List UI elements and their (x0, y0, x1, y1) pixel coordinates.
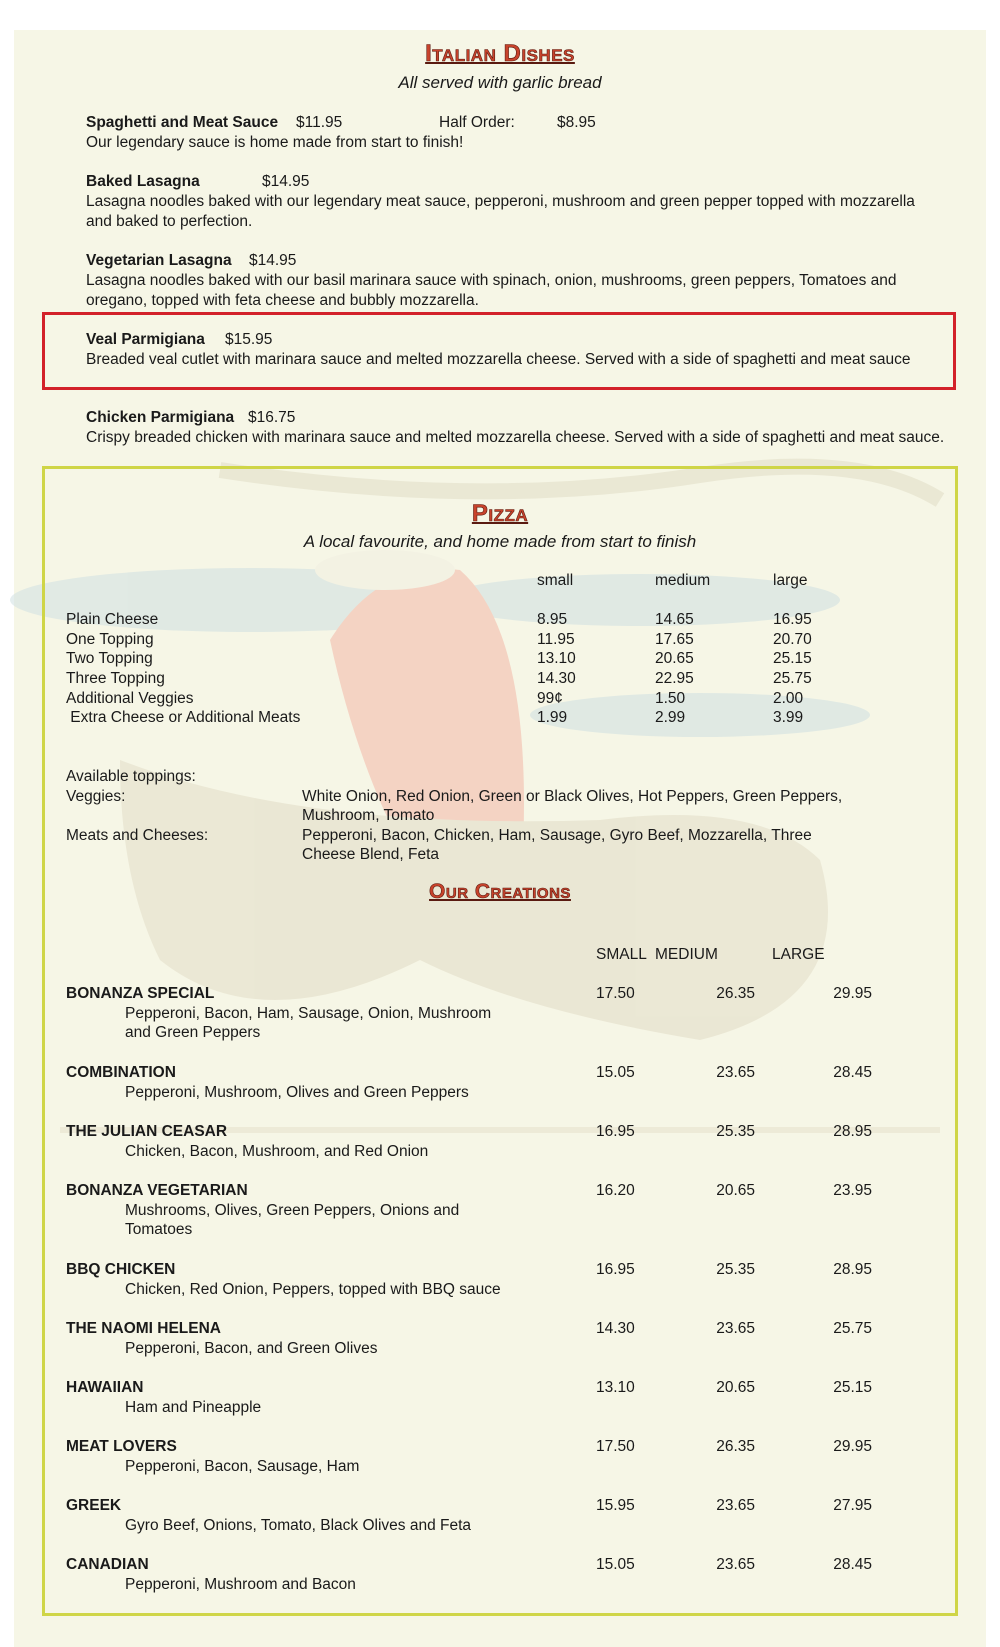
size-header-medium: MEDIUM (655, 946, 718, 963)
pizza-row-name: Extra Cheese or Additional Meats (66, 709, 301, 726)
creation-name: THE NAOMI HELENA (66, 1320, 221, 1337)
creation-price-small: 16.95 (596, 1123, 635, 1140)
creation-name: GREEK (66, 1497, 122, 1514)
pizza-price-large: 20.70 (773, 631, 812, 648)
creation-price-small: 16.20 (596, 1182, 635, 1199)
half-order-price: $8.95 (557, 114, 596, 131)
creation-desc-cont: Tomatoes (125, 1221, 193, 1238)
pizza-price-large: 16.95 (773, 611, 812, 628)
meats-list: Pepperoni, Bacon, Chicken, Ham, Sausage, Gyro Beef, Mozzarella, Three (302, 827, 812, 844)
pizza-price-large: 2.00 (773, 690, 804, 707)
dish-name: Spaghetti and Meat Sauce (86, 114, 279, 131)
dish-description: Lasagna noodles baked with our basil marinara sauce with spinach, onion, mushrooms, green peppers, Tomatoes and oregano, topped with feta cheese and bubbly mozzarella. (86, 272, 897, 309)
creation-price-medium: 26.35 (716, 1438, 755, 1455)
meats-label: Meats and Cheeses: (66, 827, 209, 844)
dish-name: Baked Lasagna (86, 173, 200, 190)
creation-price-small: 17.50 (596, 1438, 635, 1455)
creation-price-small: 13.10 (596, 1379, 635, 1396)
dish-name: Vegetarian Lasagna (86, 252, 232, 269)
creation-name: MEAT LOVERS (66, 1438, 177, 1455)
pizza-row-name: Additional Veggies (66, 690, 194, 707)
size-header-small: small (537, 572, 574, 589)
italian-title: Italian Dishes (425, 40, 575, 67)
pizza-subtitle: A local favourite, and home made from start to finish (303, 532, 697, 551)
veggies-list: White Onion, Red Onion, Green or Black Olives, Hot Peppers, Green Peppers, (302, 788, 843, 805)
pizza-price-small: 11.95 (537, 631, 575, 648)
creation-price-medium: 25.35 (716, 1261, 755, 1278)
creation-price-small: 15.05 (596, 1556, 635, 1573)
creation-price-large: 27.95 (833, 1497, 872, 1514)
size-header-large: large (773, 572, 808, 589)
pizza-row-name: Two Topping (66, 650, 153, 667)
dish-price: $16.75 (248, 409, 296, 426)
creation-name: BBQ CHICKEN (66, 1261, 176, 1278)
dish-description: Our legendary sauce is home made from start to finish! (86, 134, 464, 151)
toppings-label: Available toppings: (66, 768, 196, 785)
pizza-price-large: 25.15 (773, 650, 812, 667)
creation-desc: Pepperoni, Mushroom, Olives and Green Peppers (125, 1084, 469, 1101)
pizza-price-large: 25.75 (773, 670, 812, 687)
creation-price-medium: 23.65 (716, 1556, 755, 1573)
pizza-row-name: Three Topping (66, 670, 165, 687)
half-order-label: Half Order: (439, 114, 515, 131)
creation-price-large: 28.95 (833, 1123, 872, 1140)
creation-name: COMBINATION (66, 1064, 176, 1081)
pizza-price-small: 8.95 (537, 611, 568, 628)
size-header-large: LARGE (772, 946, 825, 963)
creation-desc: Gyro Beef, Onions, Tomato, Black Olives and Feta (125, 1517, 472, 1534)
pizza-price-small: 1.99 (537, 709, 568, 726)
dish-name: Chicken Parmigiana (86, 409, 235, 426)
size-header-medium: medium (655, 572, 711, 589)
creation-price-large: 29.95 (833, 985, 872, 1002)
creation-price-small: 15.05 (596, 1064, 635, 1081)
creation-price-large: 28.45 (833, 1064, 872, 1081)
creation-desc: Pepperoni, Bacon, Ham, Sausage, Onion, Mushroom (125, 1005, 492, 1022)
creation-name: THE JULIAN CEASAR (66, 1123, 228, 1140)
creation-price-small: 16.95 (596, 1261, 635, 1278)
pizza-price-medium: 14.65 (655, 611, 694, 628)
dish-price: $11.95 (296, 114, 343, 131)
creation-desc: Chicken, Bacon, Mushroom, and Red Onion (125, 1143, 429, 1160)
pizza-row-name: One Topping (66, 631, 154, 648)
dish-price: $15.95 (225, 331, 273, 348)
creation-desc: Pepperoni, Mushroom and Bacon (125, 1576, 356, 1593)
pizza-price-large: 3.99 (773, 709, 804, 726)
pizza-price-medium: 1.50 (655, 690, 686, 707)
creation-price-small: 17.50 (596, 985, 635, 1002)
creation-price-medium: 20.65 (716, 1182, 755, 1199)
creation-price-medium: 23.65 (716, 1320, 755, 1337)
dish-price: $14.95 (249, 252, 297, 269)
creation-name: BONANZA VEGETARIAN (66, 1182, 248, 1199)
creation-name: BONANZA SPECIAL (66, 985, 215, 1002)
italian-subtitle: All served with garlic bread (398, 73, 602, 92)
creation-name: CANADIAN (66, 1556, 149, 1573)
creations-title: Our Creations (429, 880, 571, 903)
creation-price-large: 25.75 (833, 1320, 872, 1337)
dish-description: Breaded veal cutlet with marinara sauce and melted mozzarella cheese. Served with a side of spaghetti and meat sauce (86, 351, 911, 368)
dish-price: $14.95 (262, 173, 310, 190)
creation-price-medium: 23.65 (716, 1064, 755, 1081)
dish-name: Veal Parmigiana (86, 331, 205, 348)
pizza-price-small: 13.10 (537, 650, 576, 667)
creation-desc: Pepperoni, Bacon, Sausage, Ham (125, 1458, 360, 1475)
creation-price-large: 28.45 (833, 1556, 872, 1573)
dish-description: Crispy breaded chicken with marinara sauce and melted mozzarella cheese. Served with a side of spaghetti and meat sauce. (86, 429, 945, 446)
pizza-price-medium: 22.95 (655, 670, 694, 687)
pizza-price-medium: 2.99 (655, 709, 686, 726)
creation-desc: Ham and Pineapple (125, 1399, 262, 1416)
meats-list-cont: Cheese Blend, Feta (302, 846, 440, 863)
pizza-title: Pizza (471, 500, 529, 527)
creation-price-small: 14.30 (596, 1320, 635, 1337)
pizza-row-name: Plain Cheese (66, 611, 159, 628)
creation-price-large: 23.95 (833, 1182, 872, 1199)
creation-price-medium: 23.65 (716, 1497, 755, 1514)
creation-desc: Chicken, Red Onion, Peppers, topped with BBQ sauce (125, 1281, 501, 1298)
creation-name: HAWAIIAN (66, 1379, 144, 1396)
veggies-label: Veggies: (66, 788, 126, 805)
dish-description: Lasagna noodles baked with our legendary meat sauce, pepperoni, mushroom and green pepper topped with mozzarella and baked to perfection. (86, 193, 915, 230)
creation-price-large: 29.95 (833, 1438, 872, 1455)
creation-price-medium: 26.35 (716, 985, 755, 1002)
pizza-price-small: 99¢ (537, 690, 563, 707)
creation-price-medium: 20.65 (716, 1379, 755, 1396)
veggies-list-cont: Mushroom, Tomato (302, 807, 435, 824)
creation-price-large: 25.15 (833, 1379, 872, 1396)
pizza-price-small: 14.30 (537, 670, 576, 687)
size-header-small: SMALL (596, 946, 647, 963)
creation-price-large: 28.95 (833, 1261, 872, 1278)
creation-price-small: 15.95 (596, 1497, 635, 1514)
pizza-price-medium: 17.65 (655, 631, 694, 648)
pizza-price-medium: 20.65 (655, 650, 694, 667)
creation-desc: Pepperoni, Bacon, and Green Olives (125, 1340, 378, 1357)
creation-desc: Mushrooms, Olives, Green Peppers, Onions and (125, 1202, 460, 1219)
creation-price-medium: 25.35 (716, 1123, 755, 1140)
creation-desc-cont: and Green Peppers (125, 1024, 261, 1041)
